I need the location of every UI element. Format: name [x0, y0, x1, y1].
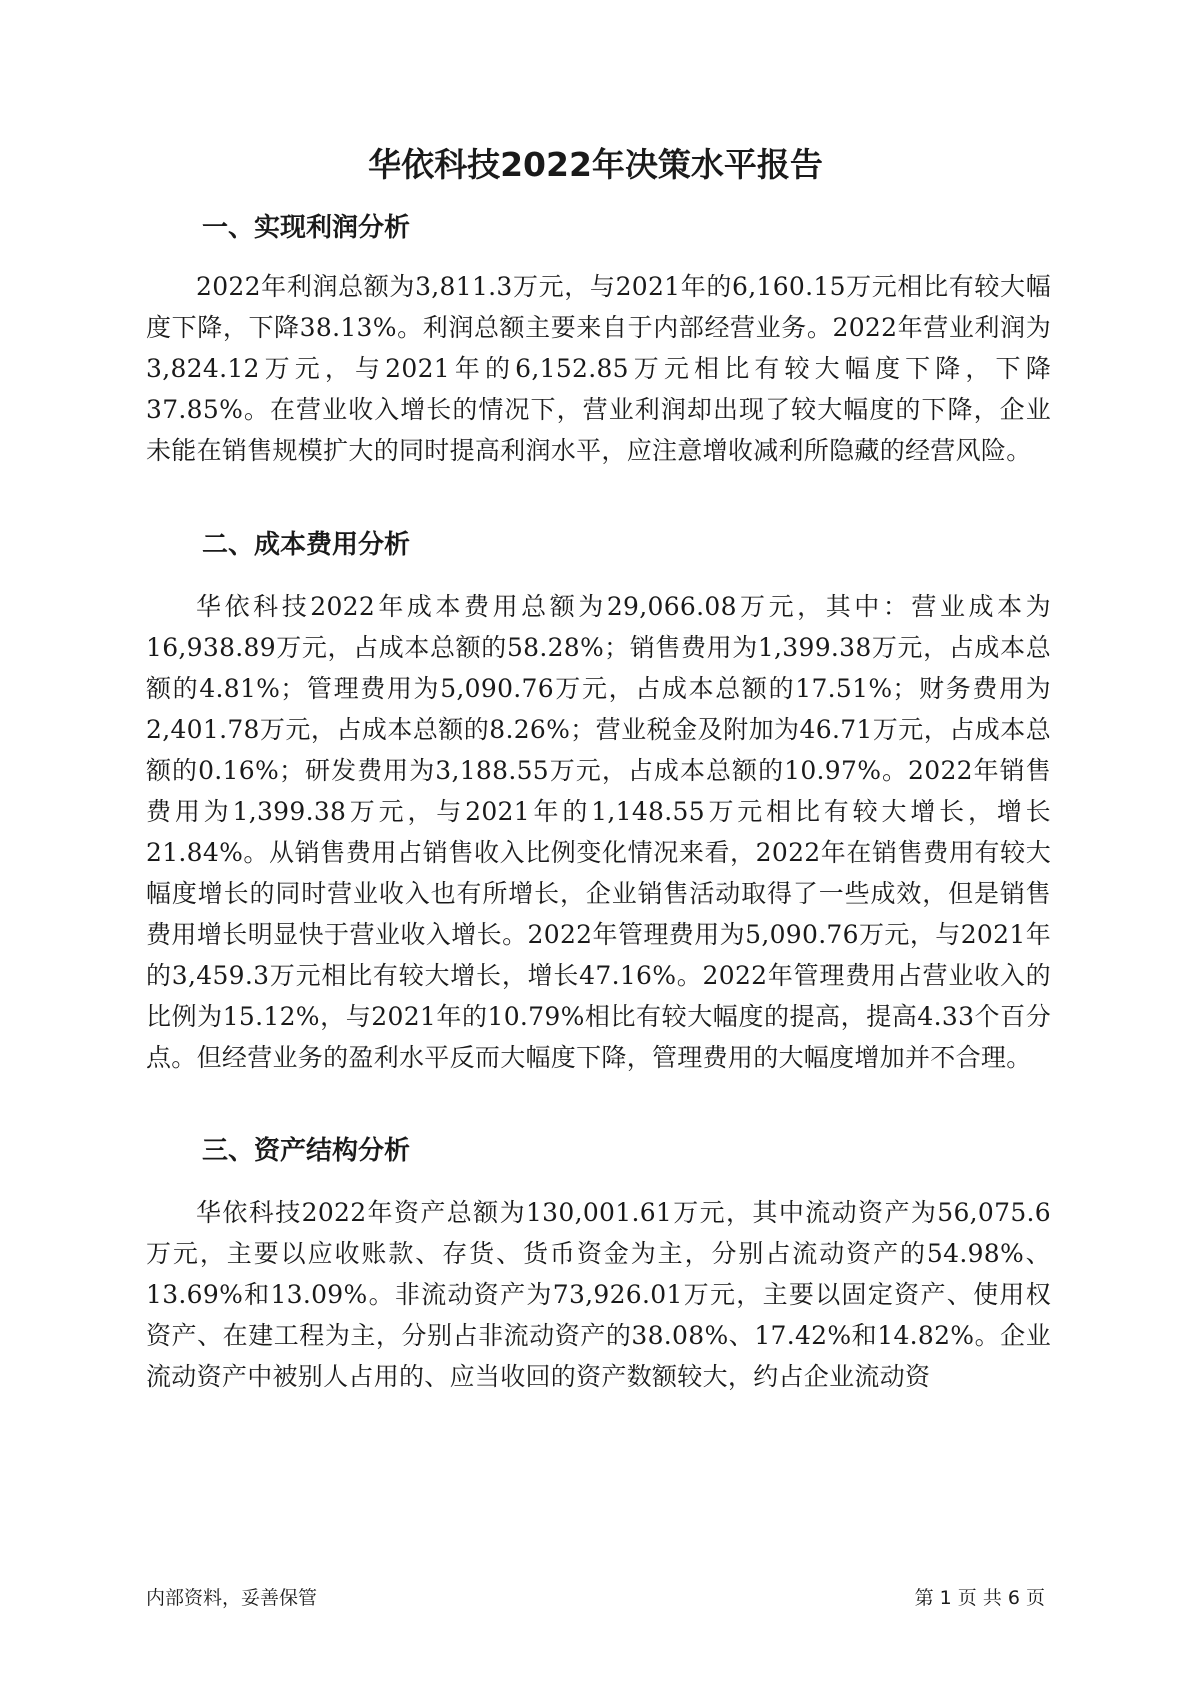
section-heading-cost: 二、成本费用分析: [202, 530, 411, 560]
footer-confidential-note: 内部资料，妥善保管: [146, 1587, 318, 1609]
section-paragraph-profit: 2022年利润总额为3,811.3万元，与2021年的6,160.15万元相比有较大幅度下降，下降38.13%。利润总额主要来自于内部经营业务。2022年营业利润为3,824.12万元，与2021年的6,152.85万元相比有较大幅度下降，下降37.85%。在营业收入增长的情况下，营业利润却出现了较大幅度的下降，企业未能在销售规模扩大的同时提高利润水平，应注意增收减利所隐藏的经营风险。: [146, 272, 1051, 465]
section-heading-profit: 一、实现利润分析: [202, 213, 411, 243]
document-title: 华依科技2022年决策水平报告: [368, 145, 823, 184]
section-paragraph-cost: 华依科技2022年成本费用总额为29,066.08万元，其中：营业成本为16,938.89万元，占成本总额的58.28%；销售费用为1,399.38万元，占成本总额的4.81%；管理费用为5,090.76万元，占成本总额的17.51%；财务费用为2,401.78万元，占成本总额的8.26%；营业税金及附加为46.71万元，占成本总额的0.16%；研发费用为3,188.55万元，占成本总额的10.97%。2022年销售费用为1,399.38万元，与2021年的1,148.55万元相比有较大增长，增长21.84%。从销售费用占销售收入比例变化情况来看，2022年在销售费用有较大幅度增长的同时营业收入也有所增长，企业销售活动取得了一些成效，但是销售费用增长明显快于营业收入增长。2022年管理费用为5,090.76万元，与2021年的3,459.3万元相比有较大增长，增长47.16%。2022年管理费用占营业收入的比例为15.12%，与2021年的10.79%相比有较大幅度的提高，提高4.33个百分点。但经营业务的盈利水平反而大幅度下降，管理费用的大幅度增加并不合理。: [146, 592, 1051, 1072]
section-heading-assets: 三、资产结构分析: [202, 1136, 411, 1166]
footer-page-number: 第 1 页 共 6 页: [914, 1587, 1045, 1609]
section-paragraph-assets: 华依科技2022年资产总额为130,001.61万元，其中流动资产为56,075.6万元，主要以应收账款、存货、货币资金为主，分别占流动资产的54.98%、13.69%和13.09%。非流动资产为73,926.01万元，主要以固定资产、使用权资产、在建工程为主，分别占非流动资产的38.08%、17.42%和14.82%。企业流动资产中被别人占用的、应当收回的资产数额较大，约占企业流动资: [146, 1198, 1051, 1391]
